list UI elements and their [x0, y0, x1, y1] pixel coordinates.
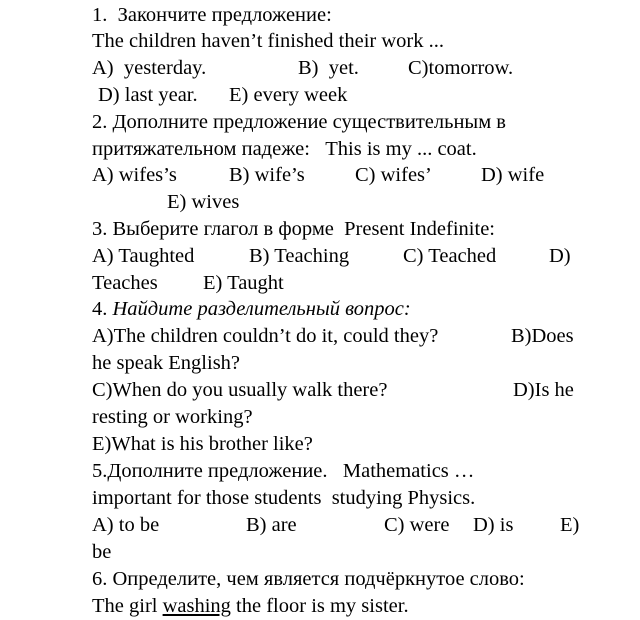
q4-option-b-part1: B)Does	[511, 325, 574, 347]
q5-option-b: B) are	[246, 514, 297, 536]
q6-sentence-after: the floor is my sister.	[230, 595, 409, 617]
q5-option-d: D) is	[473, 514, 514, 536]
q4-option-d-part2: resting or working?	[92, 406, 253, 428]
q1-option-e: E) every week	[229, 84, 348, 106]
q5-title-line2: important for those students studying Physics.	[92, 487, 476, 509]
q3-option-a: A) Taughted	[92, 245, 195, 267]
q2-option-b: B) wife’s	[229, 164, 305, 186]
q1-option-b: B) yet.	[298, 57, 359, 79]
q4-option-a: A)The children couldn’t do it, could they?	[92, 325, 439, 347]
q3-option-e: E) Taught	[203, 272, 284, 294]
q4-option-d-part1: D)Is he	[513, 379, 574, 401]
q4-option-e: E)What is his brother like?	[92, 433, 313, 455]
q4-title: Найдите разделительный вопрос:	[112, 298, 411, 320]
q1-option-a: A) yesterday.	[92, 57, 207, 79]
q6-underlined-word: washing	[162, 595, 231, 617]
q1-title: 1. Закончите предложение:	[92, 4, 332, 26]
q6-title: 6. Определите, чем является подчёркнутое слово:	[92, 568, 525, 590]
q5-option-a: A) to be	[92, 514, 160, 536]
q3-option-b: B) Teaching	[249, 245, 350, 267]
q3-title: 3. Выберите глагол в форме Present Indefinite:	[92, 218, 495, 240]
q5-title-line1: 5.Дополните предложение. Mathematics …	[92, 460, 475, 482]
q2-title-line1: 2. Дополните предложение существительным в	[92, 111, 506, 133]
q5-option-c: C) were	[384, 514, 450, 536]
q4-option-b-part2: he speak English?	[92, 352, 241, 374]
q2-option-c: C) wifes’	[355, 164, 432, 186]
q3-option-d-letter: D)	[549, 245, 571, 267]
q2-option-d: D) wife	[481, 164, 545, 186]
q4-number: 4.	[92, 298, 113, 320]
q3-option-c: C) Teached	[403, 245, 497, 267]
q5-option-e-word: be	[92, 541, 112, 563]
q4-option-c: C)When do you usually walk there?	[92, 379, 388, 401]
q3-option-d-word: Teaches	[92, 272, 158, 294]
q5-option-e-letter: E)	[560, 514, 580, 536]
q4-heading	[92, 297, 411, 321]
q2-option-a: A) wifes’s	[92, 164, 177, 186]
q1-sentence: The children haven’t finished their work ...	[92, 30, 445, 52]
q1-option-d: D) last year.	[98, 84, 198, 106]
q6-sentence	[92, 594, 409, 618]
q2-option-e: E) wives	[167, 191, 240, 213]
q2-title-line2: притяжательном падеже: This is my ... coat.	[92, 138, 477, 160]
q6-sentence-before: The girl	[92, 595, 163, 617]
q1-option-c: C)tomorrow.	[408, 57, 514, 79]
